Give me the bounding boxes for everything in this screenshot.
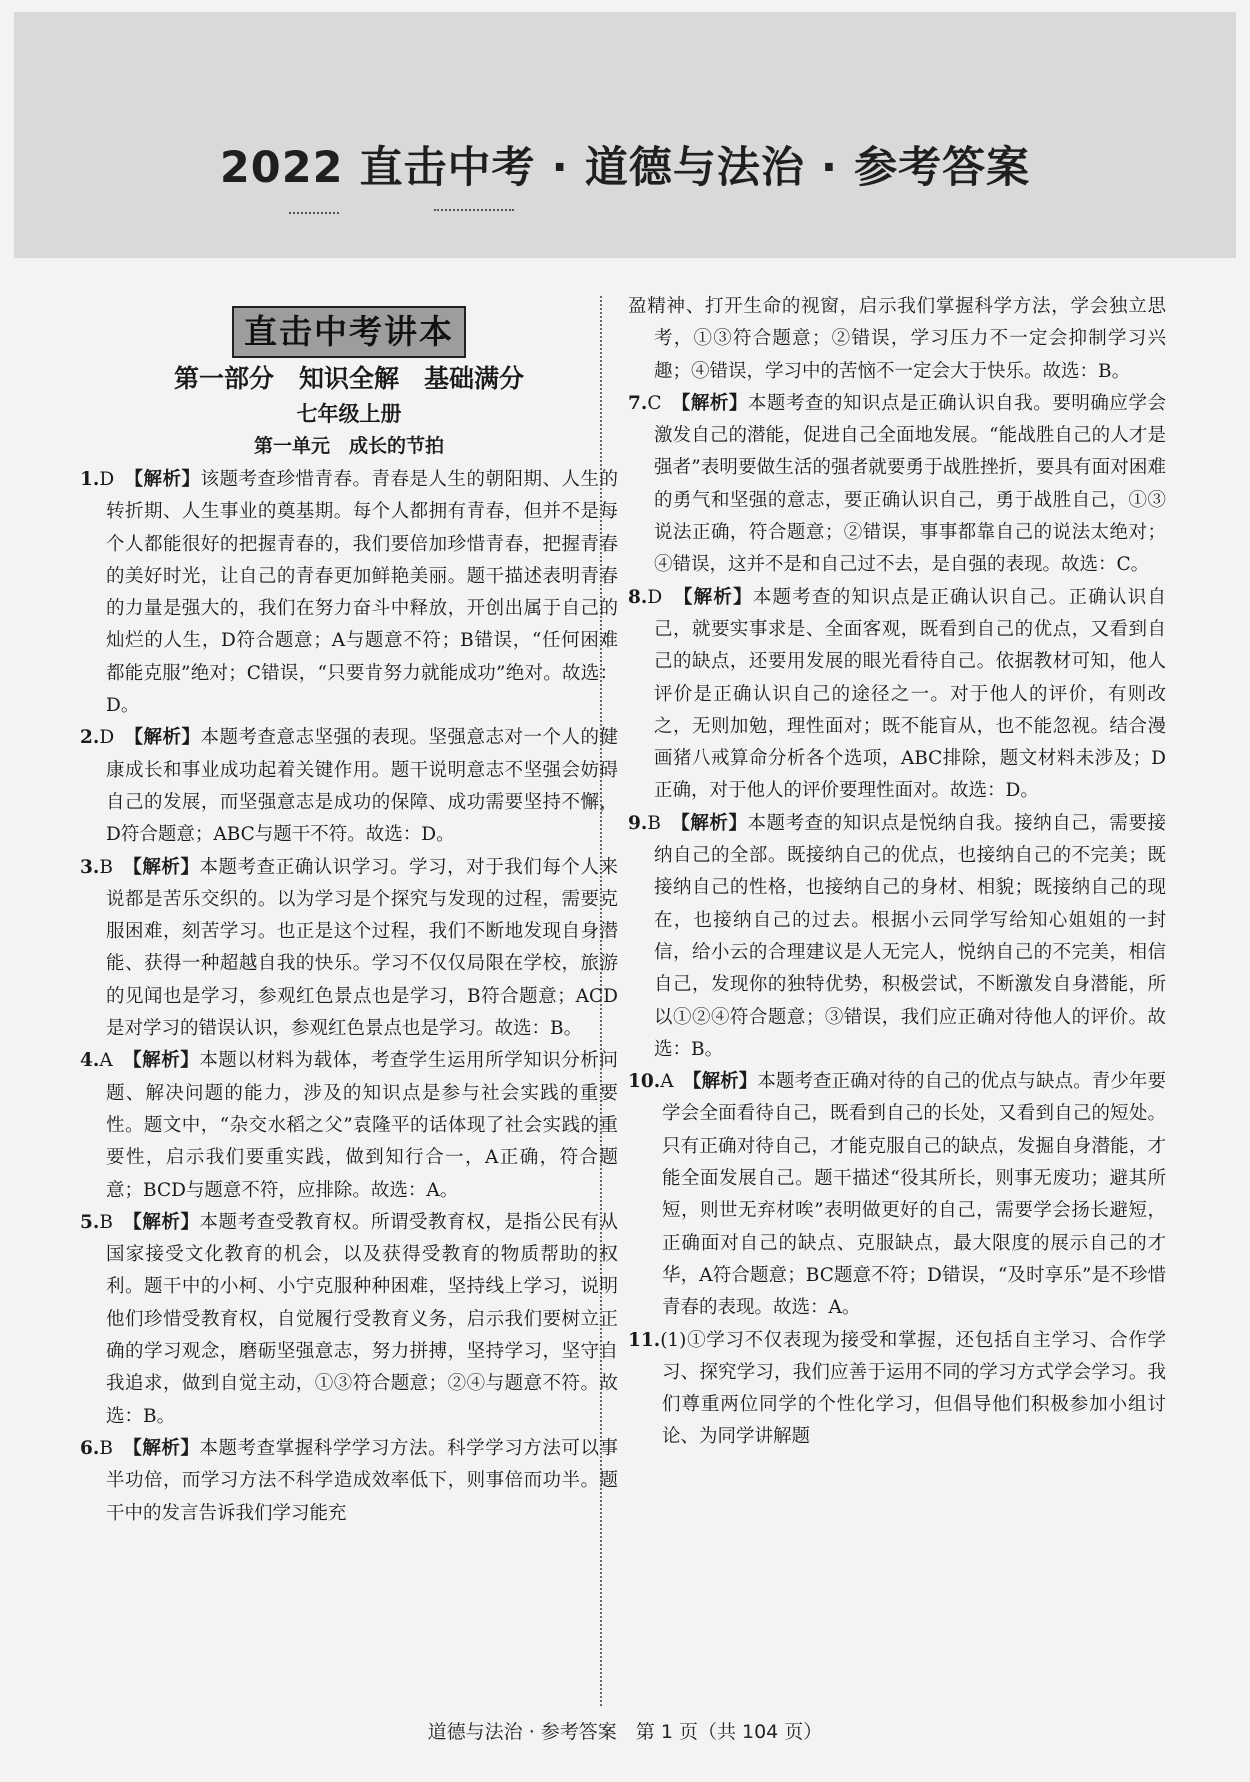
decorative-dots [434, 209, 514, 215]
answer-item: 4.A 【解析】本题以材料为载体，考查学生运用所学知识分析问题、解决问题的能力，涉及的知识点是参与社会实践的重要性。题文中，“杂交水稻之父”袁隆平的话体现了社会实践的重要性，启示我们要重实践，做到知行合一，A正确，符合题意；BCD与题意不符，应排除。故选：A。 [80, 1050, 618, 1201]
grade-heading: 七年级上册 [296, 402, 402, 426]
part-heading: 第一部分 知识全解 基础满分 [173, 364, 524, 393]
answer-item: 9.B 【解析】本题考查的知识点是悦纳自我。接纳自己，需要接纳自己的全部。既接纳自己的优点，也接纳自己的不完美；既接纳自己的性格，也接纳自己的身材、相貌；既接纳自己的现在，也接纳自己的过去。根据小云同学写给知心姐姐的一封信，给小云的合理建议是人无完人，悦纳自己的不完美，相信自己，发现你的独特优势，积极尝试，不断激发自身潜能，所以①②④符合题意；③错误，我们应正确对待他人的评价。故选：B。 [628, 812, 1166, 1060]
answer-item: 7.C 【解析】本题考查的知识点是正确认识自我。要明确应学会激发自己的潜能，促进自己全面地发展。“能战胜自己的人才是强者”表明要做生活的强者就要勇于战胜挫折，要具有面对困难的勇气和坚强的意志，要正确认识自己，勇于战胜自己，①③说法正确，符合题意；②错误，事事都靠自己的说法太绝对；④错误，这并不是和自己过不去，是自强的表现。故选：C。 [628, 392, 1166, 576]
answer-item: 10.A 【解析】本题考查正确对待的自己的优点与缺点。青少年要学会全面看待自己，既看到自己的长处，又看到自己的短处。只有正确对待自己，才能克服自己的缺点，发掘自身潜能，才能全面发展自己。题干描述“役其所长，则事无废功；避其所短，则世无弃材唉”表明做更好的自己，需要学会扬长避短，正确面对自己的缺点、克服缺点，最大限度的展示自己的才华，A符合题意；BC题意不符；D错误，“及时享乐”是不珍惜青春的表现。故选：A。 [628, 1071, 1166, 1319]
decorative-dots [289, 212, 339, 218]
answer-item-continued: 盈精神、打开生命的视窗，启示我们掌握科学方法，学会独立思考，①③符合题意；②错误，学习压力不一定会抑制学习兴趣；④错误，学习中的苦恼不一定会大于快乐。故选：B。 [628, 296, 1166, 382]
section-box-title: 直击中考讲本 [232, 306, 466, 358]
answer-item: 11.(1)①学习不仅表现为接受和掌握，还包括自主学习、合作学习、探究学习，我们应善于运用不同的学习方式学会学习。我们尊重两位同学的个性化学习，但倡导他们积极参加小组讨论、为同学讲解题 [628, 1329, 1166, 1448]
answer-item: 8.D 【解析】本题考查的知识点是正确认识自己。正确认识自己，就要实事求是、全面客观，既看到自己的优点，又看到自己的缺点，还要用发展的眼光看待自己。依据教材可知，他人评价是正确认识自己的途径之一。对于他人的评价，有则改之，无则加勉，理性面对；既不能盲从，也不能忽视。结合漫画猪八戒算命分析各个选项，ABC排除，题文材料未涉及；D正确，对于他人的评价要理性面对。故选：D。 [628, 586, 1166, 802]
document-title: 2022 直击中考 · 道德与法治 · 参考答案 [219, 143, 1031, 193]
answer-item: 6.B 【解析】本题考查掌握科学学习方法。科学学习方法可以事半功倍，而学习方法不科学造成效率低下，则事倍而功半。题干中的发言告诉我们学习能充 [80, 1437, 618, 1524]
answer-item: 1.D 【解析】该题考查珍惜青春。青春是人生的朝阳期、人生的转折期、人生事业的奠基期。每个人都拥有青春，但并不是每个人都能很好的把握青春的，我们要倍加珍惜青春，把握青春的美好时光，让自己的青春更加鲜艳美丽。题干描述表明青春的力量是强大的，我们在努力奋斗中释放，开创出属于自己的灿烂的人生，D符合题意；A与题意不符；B错误，“任何困难都能克服”绝对；C错误，“只要肯努力就能成功”绝对。故选：D。 [80, 469, 618, 717]
header-banner [14, 12, 1236, 258]
right-column [628, 291, 1166, 1454]
page-footer: 道德与法治 · 参考答案 第 1 页（共 104 页） [427, 1721, 823, 1743]
answer-item: 5.B 【解析】本题考查受教育权。所谓受教育权，是指公民有从国家接受文化教育的机会，以及获得受教育的物质帮助的权利。题干中的小柯、小宁克服种种困难，坚持线上学习，说明他们珍惜受教育权，自觉履行受教育义务，启示我们要树立正确的学习观念，磨砺坚强意志，努力拼搏，坚持学习，坚守自我追求，做到自觉主动，①③符合题意；②④与题意不符。故选：B。 [80, 1211, 618, 1427]
unit-heading: 第一单元 成长的节拍 [253, 435, 444, 457]
left-column [80, 292, 618, 1530]
answer-item: 3.B 【解析】本题考查正确认识学习。学习，对于我们每个人来说都是苦乐交织的。以为学习是个探究与发现的过程，需要克服困难，刻苦学习。也正是这个过程，我们不断地发现自身潜能、获得一种超越自我的快乐。学习不仅仅局限在学校，旅游的见闻也是学习，参观红色景点也是学习，B符合题意；ACD是对学习的错误认识，参观红色景点也是学习。故选：B。 [80, 856, 618, 1040]
answer-item: 2.D 【解析】本题考查意志坚强的表现。坚强意志对一个人的健康成长和事业成功起着关键作用。题干说明意志不坚强会妨碍自己的发展，而坚强意志是成功的保障、成功需要坚持不懈，D符合题意；ABC与题干不符。故选：D。 [80, 727, 618, 846]
